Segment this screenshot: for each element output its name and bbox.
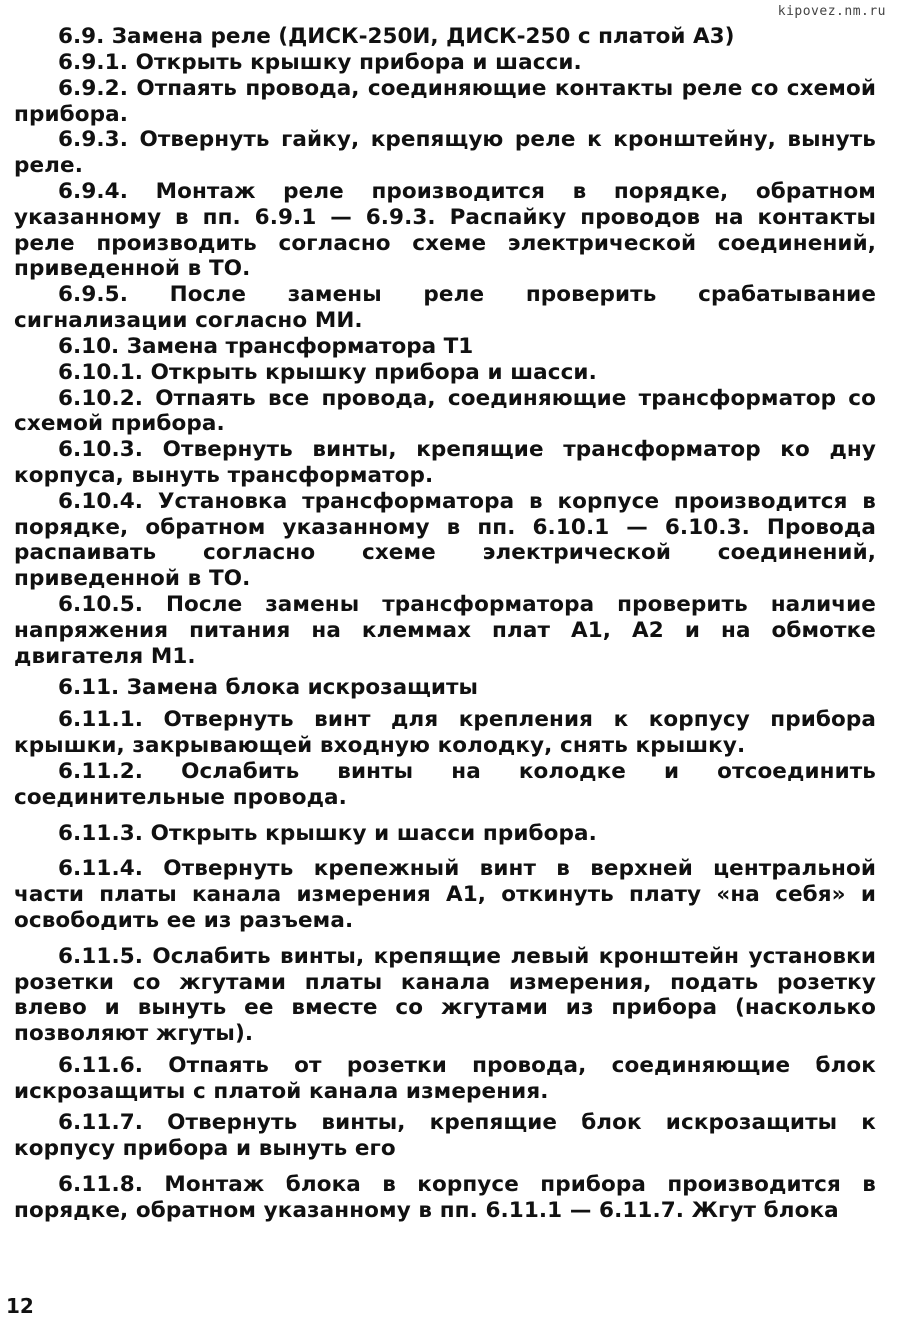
paragraph-6-9-4: 6.9.4. Монтаж реле производится в порядке, обратном указанному в пп. 6.9.1 — 6.9.3. Распайку проводов на контакты реле производить согласно схеме электрической соединений, приведенной в ТО. xyxy=(14,178,876,282)
paragraph-6-10-1: 6.10.1. Открыть крышку прибора и шасси. xyxy=(58,359,597,385)
paragraph-6-11-1: 6.11.1. Отвернуть винт для крепления к корпусу прибора крышки, закрывающей входную колодку, снять крышку. xyxy=(14,707,876,759)
paragraph-6-10-4: 6.10.4. Установка трансформатора в корпусе производится в порядке, обратном указанному в пп. 6.10.1 — 6.10.3. Провода распаивать согласно схеме электрической соединений, приведенной в ТО. xyxy=(14,488,876,592)
paragraph-6-10-5: 6.10.5. После замены трансформатора проверить наличие напряжения питания на клеммах плат А1, А2 и на обмотке двигателя М1. xyxy=(14,591,876,669)
paragraph-6-9-3: 6.9.3. Отвернуть гайку, крепящую реле к кронштейну, вынуть реле. xyxy=(14,127,876,179)
paragraph-6-11-3: 6.11.3. Открыть крышку и шасси прибора. xyxy=(58,820,597,846)
paragraph-6-10-2: 6.10.2. Отпаять все провода, соединяющие трансформатор со схемой прибора. xyxy=(14,385,876,437)
paragraph-6-10-3: 6.10.3. Отвернуть винты, крепящие трансформатор ко дну корпуса, вынуть трансформатор. xyxy=(14,437,876,488)
paragraph-6-9-2: 6.9.2. Отпаять провода, соединяющие контакты реле со схемой прибора. xyxy=(14,75,876,127)
section-6-9-heading: 6.9. Замена реле (ДИСК-250И, ДИСК-250 с платой А3) xyxy=(58,24,735,49)
section-6-11-heading: 6.11. Замена блока искрозащиты xyxy=(58,675,478,701)
page-content xyxy=(14,24,876,1224)
watermark: kipovez.nm.ru xyxy=(777,4,886,19)
paragraph-6-11-6: 6.11.6. Отпаять от розетки провода, соединяющие блок искрозащиты с платой канала измерения. xyxy=(14,1052,876,1104)
paragraph-6-9-1: 6.9.1. Открыть крышку прибора и шасси. xyxy=(58,50,582,75)
paragraph-6-11-2: 6.11.2. Ослабить винты на колодке и отсоединить соединительные провода. xyxy=(14,758,876,810)
section-6-10-heading: 6.10. Замена трансформатора Т1 xyxy=(58,333,474,359)
page-number: 12 xyxy=(6,1294,34,1318)
paragraph-6-11-4: 6.11.4. Отвернуть крепежный винт в верхней центральной части платы канала измерения А1, откинуть плату «на себя» и освободить ее из разъема. xyxy=(14,856,876,933)
paragraph-6-9-5: 6.9.5. После замены реле проверить срабатывание сигнализации согласно МИ. xyxy=(14,282,876,333)
paragraph-6-11-8: 6.11.8. Монтаж блока в корпусе прибора производится в порядке, обратном указанному в пп. 6.11.1 — 6.11.7. Жгут блока xyxy=(14,1172,876,1223)
paragraph-6-11-5: 6.11.5. Ослабить винты, крепящие левый кронштейн установки розетки со жгутами платы канала измерения, подать розетку влево и вынуть ее вместе со жгутами из прибора (насколько позволяют жгуты). xyxy=(14,943,876,1047)
paragraph-6-11-7: 6.11.7. Отвернуть винты, крепящие блок искрозащиты к корпусу прибора и вынуть его xyxy=(14,1110,876,1162)
